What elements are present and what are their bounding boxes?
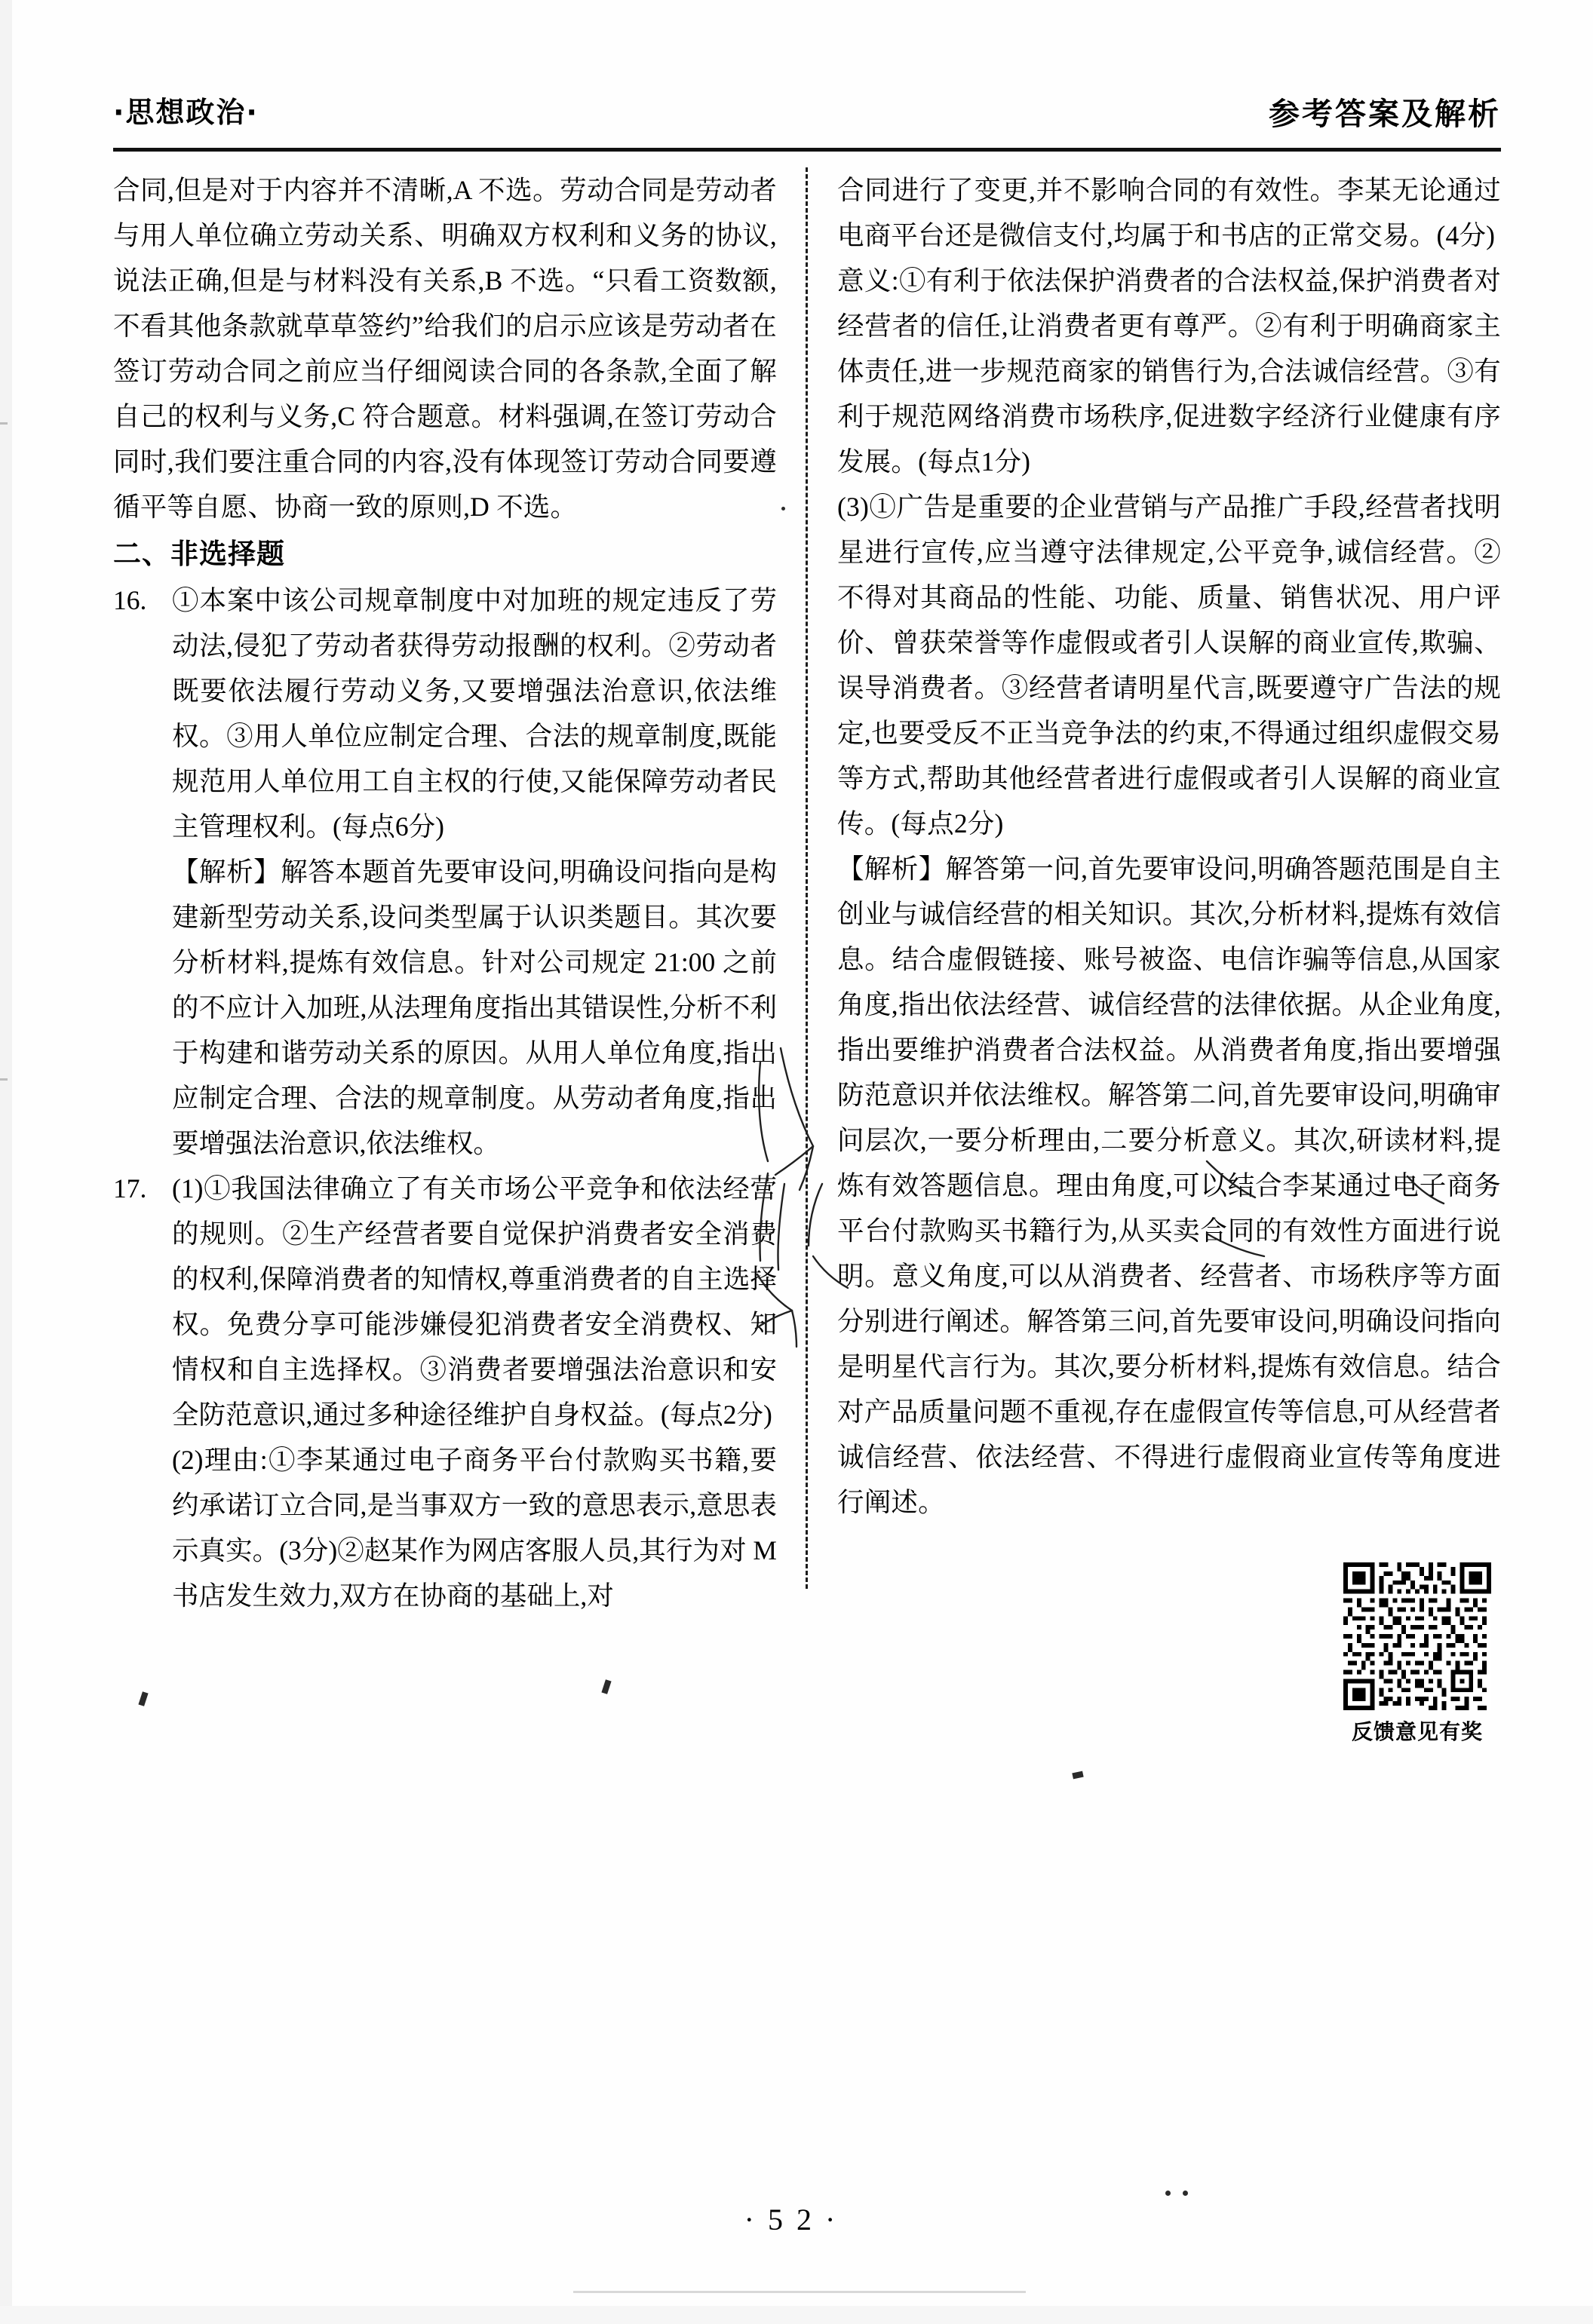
item-16-analysis: 【解析】解答本题首先要审设问,明确设问指向是构建新型劳动关系,设问类型属于认识类题目。其次要分析材料,提炼有效信息。针对公司规定 21:00 之前的不应计入加班,从法理角度指出其错误性,分析不利于构建和谐劳动关系的原因。从用人单位角度,指出应制定合理、合法的规章制度。从劳动者角度,指出要增强法治意识,依法维权。 bbox=[172, 857, 777, 1158]
running-head bbox=[113, 89, 1501, 133]
continued-paragraph: 合同,但是对于内容并不清晰,A 不选。劳动合同是劳动者与用人单位确立劳动关系、明确双方权利和义务的协议,说法正确,但是与材料没有关系,B 不选。“只看工资数额,不看其他条款就草草签约”给我们的启示应该是劳动者在签订劳动合同之前应当仔细阅读合同的各条款,全面了解自己的权利与义务,C 符合题意。材料强调,在签订劳动合同时,我们要注重合同的内容,没有体现签订劳动合同要遵循平等自愿、协商一致的原则,D 不选。 bbox=[113, 175, 777, 522]
folio-left-dot: · bbox=[744, 2203, 768, 2237]
item-number-17: 17. bbox=[113, 1173, 147, 1203]
item-17-analysis: 【解析】解答第一问,首先要审设问,明确答题范围是自主创业与诚信经营的相关知识。其次,分析材料,提炼有效信息。结合虚假链接、账号被盗、电信诈骗等信息,从国家角度,指出依法经营、诚信经营的法律依据。从企业角度,指出要维护消费者合法权益。从消费者角度,指出要增强防范意识并依法维权。解答第二问,首先要审设问,明确审问层次,一要分析理由,二要分析意义。其次,研读材料,提炼有效答题信息。理由角度,可以结合李某通过电子商务平台付款购买书籍行为,从买卖合同的有效性方面进行说明。意义角度,可以从消费者、经营者、市场秩序等方面分别进行阐述。解答第三问,首先要审设问,明确设问指向是明星代言行为。其次,要分析材料,提炼有效信息。结合对产品质量问题不重视,存在虚假宣传等信息,可从经营者诚信经营、依法经营、不得进行虚假商业宣传等角度进行阐述。 bbox=[837, 854, 1501, 1517]
page-number: 52 bbox=[768, 2203, 825, 2237]
scan-speckle bbox=[781, 507, 785, 510]
folio-right-dot: · bbox=[825, 2203, 849, 2237]
scan-speckle bbox=[138, 1691, 148, 1706]
scan-speckle bbox=[601, 1679, 611, 1694]
scan-speckle bbox=[1165, 2191, 1171, 2196]
item-17-part-1: (1)①我国法律确立了有关市场公平竞争和依法经营的规则。②生产经营者要自觉保护消费者安全消费的权利,保障消费者的知情权,尊重消费者的自主选择权。免费分享可能涉嫌侵犯消费者安全消费权、知情权和自主选择权。③消费者要增强法治意识和安全防范意识,通过多种途径维护自身权益。(每点2分) bbox=[172, 1173, 777, 1430]
paper-bottom-edge bbox=[0, 2306, 1593, 2324]
paper-left-edge bbox=[0, 0, 12, 2324]
footer-rule bbox=[573, 2291, 1026, 2293]
feedback-qr-block[interactable] bbox=[1340, 1562, 1495, 1746]
item-17-part-3: (3)①广告是重要的企业营销与产品推广手段,经营者找明星进行宣传,应当遵守法律规定,公平竞争,诚信经营。②不得对其商品的性能、功能、质量、销售状况、用户评价、曾获荣誉等作虚假或者引人误解的商业宣传,欺骗、误导消费者。③经营者请明星代言,既要遵守广告法的规定,也要受反不正当竞争法的约束,不得通过组织虚假交易等方式,帮助其他经营者进行虚假或者引人误解的商业宣传。(每点2分) bbox=[837, 492, 1501, 839]
right-column bbox=[837, 167, 1501, 1525]
answer-item-16 bbox=[113, 578, 777, 1166]
left-column bbox=[113, 167, 777, 1618]
running-head-title: 参考答案及解析 bbox=[1269, 97, 1501, 131]
item-17-part-2-start: (2)理由:①李某通过电子商务平台付款购买书籍,要约承诺订立合同,是当事双方一致的意思表示,意思表示真实。(3分)②赵某作为网店客服人员,其行为对 M 书店发生效力,双方在协商的基础上,对 bbox=[172, 1445, 777, 1611]
item-16-answer: ①本案中该公司规章制度中对加班的规定违反了劳动法,侵犯了劳动者获得劳动报酬的权利。②劳动者既要依法履行劳动义务,又要增强法治意识,依法维权。③用人单位应制定合理、合法的规章制度,既能规范用人单位用工自主权的行使,又能保障劳动者民主管理权利。(每点6分) bbox=[172, 585, 777, 842]
item-17-part-2-continued: 合同进行了变更,并不影响合同的有效性。李某无论通过电商平台还是微信支付,均属于和书店的正常交易。(4分) bbox=[837, 175, 1501, 250]
header-rule bbox=[113, 148, 1501, 152]
section-heading-non-choice: 二、非选择题 bbox=[113, 538, 285, 570]
paper-edge-tick bbox=[0, 422, 8, 425]
scan-speckle bbox=[1072, 1771, 1083, 1780]
paper-edge-tick bbox=[0, 1078, 8, 1081]
running-head-subject: ·思想政治· bbox=[113, 96, 259, 129]
two-column-body bbox=[113, 167, 1501, 1623]
qr-caption: 反馈意见有奖 bbox=[1351, 1719, 1483, 1744]
column-divider bbox=[806, 167, 808, 1589]
scan-speckle bbox=[1183, 2191, 1188, 2196]
item-number-16: 16. bbox=[113, 585, 147, 615]
item-17-significance: 意义:①有利于依法保护消费者的合法权益,保护消费者对经营者的信任,让消费者更有尊严。②有利于明确商家主体责任,进一步规范商家的销售行为,合法诚信经营。③有利于规范网络消费市场秩序,促进数字经济行业健康有序发展。(每点1分) bbox=[837, 265, 1501, 477]
qr-code-icon[interactable] bbox=[1343, 1562, 1491, 1710]
page-footer bbox=[0, 2202, 1593, 2237]
answer-item-17 bbox=[113, 1166, 777, 1618]
